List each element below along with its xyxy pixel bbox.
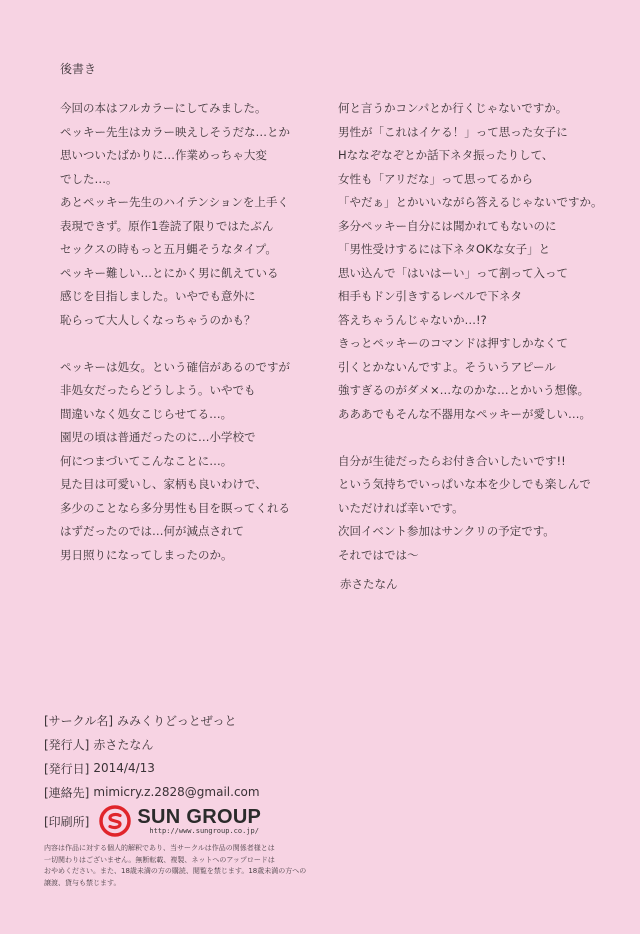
publisher-row: [44, 732, 261, 756]
text-line: 男日照りになってしまったのか。: [60, 547, 233, 562]
contact-row: [44, 780, 261, 804]
text-line: あああでもそんな不器用なペッキーが愛しい…。: [338, 406, 591, 421]
contact-label: [連絡先]: [44, 785, 90, 800]
left-paragraph-1: [60, 97, 322, 332]
text-line: きっとペッキーのコマンドは押すしかなくて: [338, 336, 568, 350]
text-line: 今回の本はフルカラーにしてみました。: [60, 101, 267, 115]
disclaimer-line: 内容は作品に対する個人的解釈であり、当サークルは作品の関係者様とは: [44, 844, 275, 852]
publisher-value: 赤さたなん: [93, 737, 154, 752]
publisher-label: [発行人]: [44, 737, 90, 752]
text-line: 相手もドン引きするレベルで下ネタ: [338, 289, 522, 303]
text-line: でした…。: [60, 171, 118, 186]
right-column: [338, 97, 628, 567]
right-paragraph-2: [338, 450, 628, 568]
text-line: 思い込んで「はいはーい」って割って入って: [338, 265, 568, 280]
printer-row: [44, 804, 261, 838]
text-line: 多分ペッキー自分には聞かれてもないのに: [338, 218, 557, 233]
contact-email[interactable]: mimicry.z.2828@gmail.com: [93, 785, 260, 799]
text-line: 感じを目指しました。いやでも意外に: [60, 289, 256, 303]
disclaimer-line: 一切関わりはございません。無断転載、複製、ネットへのアップロードは: [44, 855, 275, 864]
circle-name-row: [44, 708, 261, 732]
colophon: [44, 708, 261, 838]
text-line: 「やだぁ」とかいいながら答えるじゃないですか。: [338, 195, 603, 209]
text-line: 恥らって大人しくなっちゃうのかも？: [60, 312, 256, 327]
text-line: 答えちゃうんじゃないか…!?: [338, 312, 487, 327]
text-line: 「男性受けするには下ネタOKな女子」と: [338, 242, 551, 256]
text-line: 表現できず。原作1巻読了限りではたぶん: [60, 218, 274, 233]
text-line: 男性が「これはイケる！」って思った女子に: [338, 124, 568, 139]
text-line: ペッキー難しい…とにかく男に飢えている: [60, 265, 279, 280]
text-line: あとペッキー先生のハイテンションを上手く: [60, 195, 289, 209]
text-line: 思いついたばかりに…作業めっちゃ大変: [60, 148, 267, 162]
printer-name: SUN GROUP: [137, 805, 262, 828]
circle-name-label: [サークル名]: [44, 713, 114, 728]
text-line: 多少のことなら多分男性も目を瞑ってくれる: [60, 500, 290, 515]
text-line: 見た目は可愛いし、家柄も良いわけで、: [60, 477, 267, 491]
text-line: 次回イベント参加はサンクリの予定です。: [338, 524, 555, 538]
date-label: [発行日]: [44, 761, 90, 776]
text-line: 園児の頃は普通だったのに…小学校で: [60, 430, 256, 444]
left-paragraph-2: [60, 356, 322, 568]
paragraph-gap: [60, 332, 322, 356]
right-paragraph-1: [338, 97, 628, 426]
text-line: 何と言うかコンパとか行くじゃないですか。: [338, 101, 568, 115]
text-line: 非処女だったらどうしよう。いやでも: [60, 383, 256, 397]
paragraph-gap: [338, 426, 628, 450]
printer-label: [印刷所]: [44, 814, 90, 829]
sun-group-logo: [99, 805, 261, 837]
text-line: セックスの時もっと五月蝿そうなタイプ。: [60, 242, 277, 256]
text-line: ペッキーは処女。という確信があるのですが: [60, 359, 290, 374]
disclaimer: [44, 843, 344, 889]
text-line: という気持ちでいっぱいな本を少しでも楽しんで: [338, 477, 591, 491]
afterword-heading: 後書き: [60, 62, 97, 76]
text-line: ペッキー先生はカラー映えしそうだな…とか: [60, 124, 290, 139]
date-row: [44, 756, 261, 780]
disclaimer-line: 譲渡、貸与も禁じます。: [44, 878, 121, 887]
text-line: 何につまづいてこんなことに…。: [60, 453, 233, 468]
author-signature: 赤さたなん: [340, 577, 398, 591]
text-line: 女性も「アリだな」って思ってるから: [338, 171, 534, 186]
text-line: 間違いなく処女こじらせてる…。: [60, 406, 233, 421]
text-line: それではでは～: [338, 547, 419, 562]
text-line: 自分が生徒だったらお付き合いしたいです!!: [338, 453, 566, 468]
text-line: 引くとかないんですよ。そういうアピール: [338, 359, 556, 374]
text-line: Hななぞなぞとか話下ネタ振ったりして、: [338, 148, 554, 162]
text-line: 強すぎるのがダメ×…なのかな…とかいう想像。: [338, 383, 590, 397]
text-line: はずだったのでは…何が減点されて: [60, 524, 244, 538]
disclaimer-line: おやめください。また、18歳未満の方の購読、閲覧を禁じます。18歳未満の方への: [44, 867, 307, 875]
text-line: いただければ幸いです。: [338, 500, 464, 515]
left-column: [60, 97, 322, 567]
logo-text: [137, 807, 261, 836]
printer-url[interactable]: http://www.sungroup.co.jp/: [149, 826, 259, 835]
circle-name-value: みみくりどっとぜっと: [117, 713, 237, 728]
sun-group-logo-icon: [99, 805, 131, 837]
date-value: 2014/4/13: [93, 761, 155, 775]
